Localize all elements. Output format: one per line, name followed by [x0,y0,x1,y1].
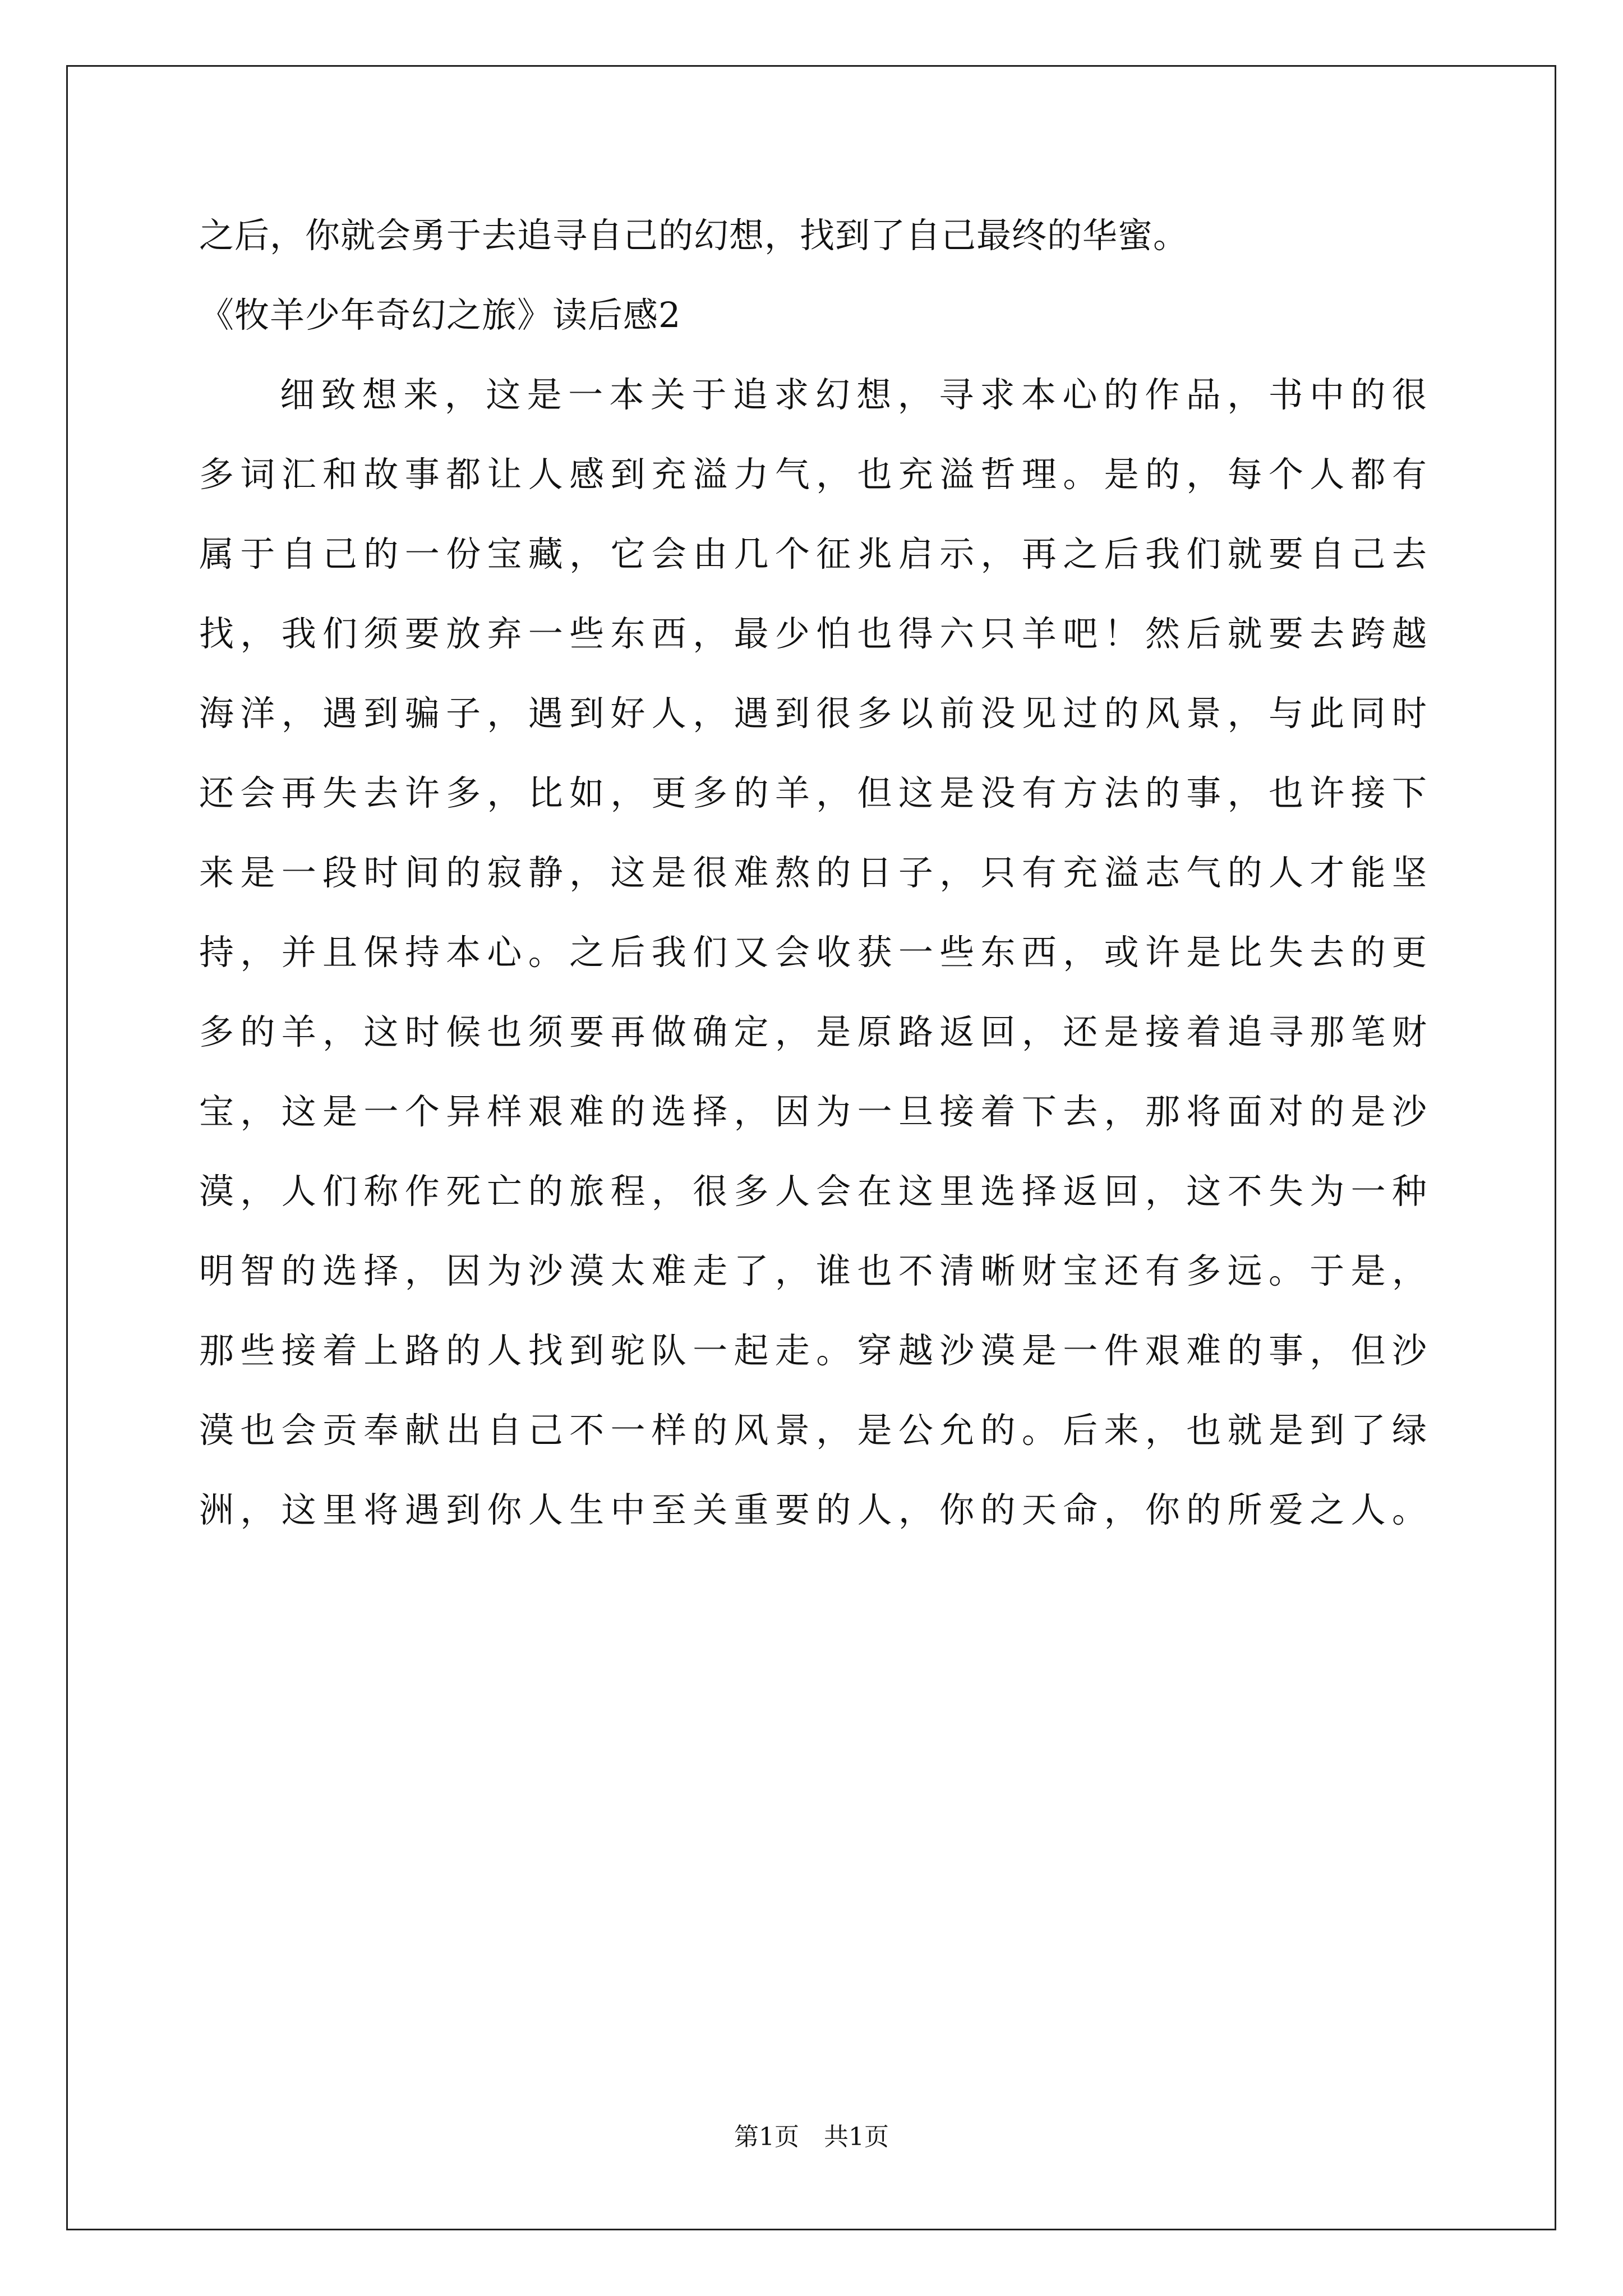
paragraph-line: 属于自己的一份宝藏，它会由几个征兆启示，再之后我们就要自己去 [199,533,1427,574]
page-footer [0,2120,1623,2154]
paragraph-line: 明智的选择，因为沙漠太难走了，谁也不清晰财宝还有多远。于是， [199,1250,1427,1291]
paragraph-line: 持，并且保持本心。之后我们又会收获一些东西，或许是比失去的更 [199,932,1427,973]
paragraph-line: 海洋，遇到骗子，遇到好人，遇到很多以前没见过的风景，与此同时 [199,693,1427,734]
paragraph-line: 洲，这里将遇到你人生中至关重要的人，你的天命，你的所爱之人。 [199,1489,1427,1530]
paragraph-line: 宝，这是一个异样艰难的选择，因为一旦接着下去，那将面对的是沙 [199,1091,1427,1132]
page-number-total: 共1页 [824,2123,889,2151]
paragraph-line: 那些接着上路的人找到驼队一起走。穿越沙漠是一件艰难的事，但沙 [199,1330,1427,1371]
paragraph-line: 来是一段时间的寂静，这是很难熬的日子，只有充溢志气的人才能坚 [199,852,1427,893]
paragraph-line: 多词汇和故事都让人感到充溢力气，也充溢哲理。是的，每个人都有 [199,454,1427,495]
paragraph-line: 漠也会贡奉献出自己不一样的风景，是公允的。后来，也就是到了绿 [199,1410,1427,1451]
text-line-continuation: 之后，你就会勇于去追寻自己的幻想，找到了自己最终的华蜜。 [199,215,1189,256]
section-heading: 《牧羊少年奇幻之旅》读后感2 [199,295,681,335]
paragraph-line: 找，我们须要放弃一些东西，最少怕也得六只羊吧！然后就要去跨越 [199,613,1427,654]
paragraph-line: 还会再失去许多，比如，更多的羊，但这是没有方法的事，也许接下 [199,772,1427,813]
page-number-current: 第1页 [734,2123,799,2151]
paragraph-line: 细致想来，这是一本关于追求幻想，寻求本心的作品，书中的很 [280,374,1427,415]
paragraph-line: 多的羊，这时候也须要再做确定，是原路返回，还是接着追寻那笔财 [199,1011,1427,1052]
paragraph-line: 漠，人们称作死亡的旅程，很多人会在这里选择返回，这不失为一种 [199,1171,1427,1212]
